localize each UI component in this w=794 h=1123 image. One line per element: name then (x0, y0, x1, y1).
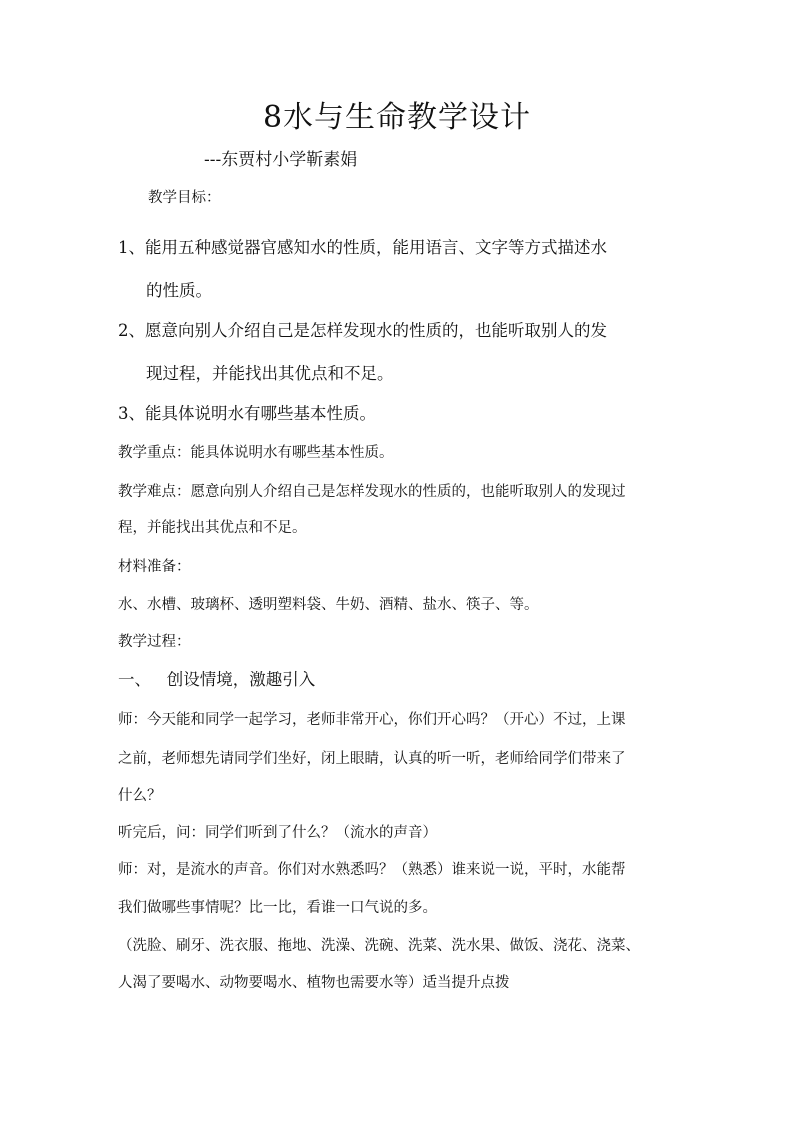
paragraph-1-line-1: 师：今天能和同学一起学习，老师非常开心，你们开心吗？（开心）不过，上课 (118, 712, 626, 728)
paragraph-1-line-2: 之前，老师想先请同学们坐好，闭上眼睛，认真的听一听，老师给同学们带来了 (118, 751, 626, 767)
author-line: ---东贾村小学靳素娟 (204, 150, 358, 170)
paragraph-4-line-2: 人渴了要喝水、动物要喝水、植物也需要水等）适当提升点拨 (118, 975, 510, 991)
goal-2-line-1: 2、愿意向别人介绍自己是怎样发现水的性质的，也能听取别人的发 (118, 321, 607, 340)
paragraph-3-line-1: 师：对，是流水的声音。你们对水熟悉吗？（熟悉）谁来说一说，平时，水能帮 (118, 862, 626, 878)
materials-heading: 材料准备： (118, 559, 191, 575)
difficulty-line-1: 教学难点：愿意向别人介绍自己是怎样发现水的性质的，也能听取别人的发现过 (118, 484, 626, 500)
page-title: 8水与生命教学设计 (262, 100, 532, 135)
goal-2-line-2: 现过程，并能找出其优点和不足。 (146, 364, 394, 383)
paragraph-2: 听完后，问：同学们听到了什么？（流水的声音） (118, 825, 437, 841)
difficulty-line-2: 程，并能找出其优点和不足。 (118, 520, 307, 536)
section-1-heading: 一、 创设情境，激趣引入 (118, 670, 316, 689)
paragraph-4-line-1: （洗脸、刷牙、洗衣服、拖地、洗澡、洗碗、洗菜、洗水果、做饭、浇花、浇菜、 (118, 938, 640, 954)
process-heading: 教学过程： (118, 634, 191, 650)
teaching-goals-heading: 教学目标： (148, 190, 221, 206)
goal-1-line-1: 1、能用五种感觉器官感知水的性质，能用语言、文字等方式描述水 (118, 238, 607, 257)
goal-1-line-2: 的性质。 (146, 281, 212, 300)
paragraph-3-line-2: 我们做哪些事情呢？比一比，看谁一口气说的多。 (118, 900, 437, 916)
key-point: 教学重点：能具体说明水有哪些基本性质。 (118, 445, 394, 461)
goal-3: 3、能具体说明水有哪些基本性质。 (118, 404, 376, 423)
materials-list: 水、水槽、玻璃杯、透明塑料袋、牛奶、酒精、盐水、筷子、等。 (118, 597, 539, 613)
paragraph-1-line-3: 什么？ (118, 788, 162, 804)
